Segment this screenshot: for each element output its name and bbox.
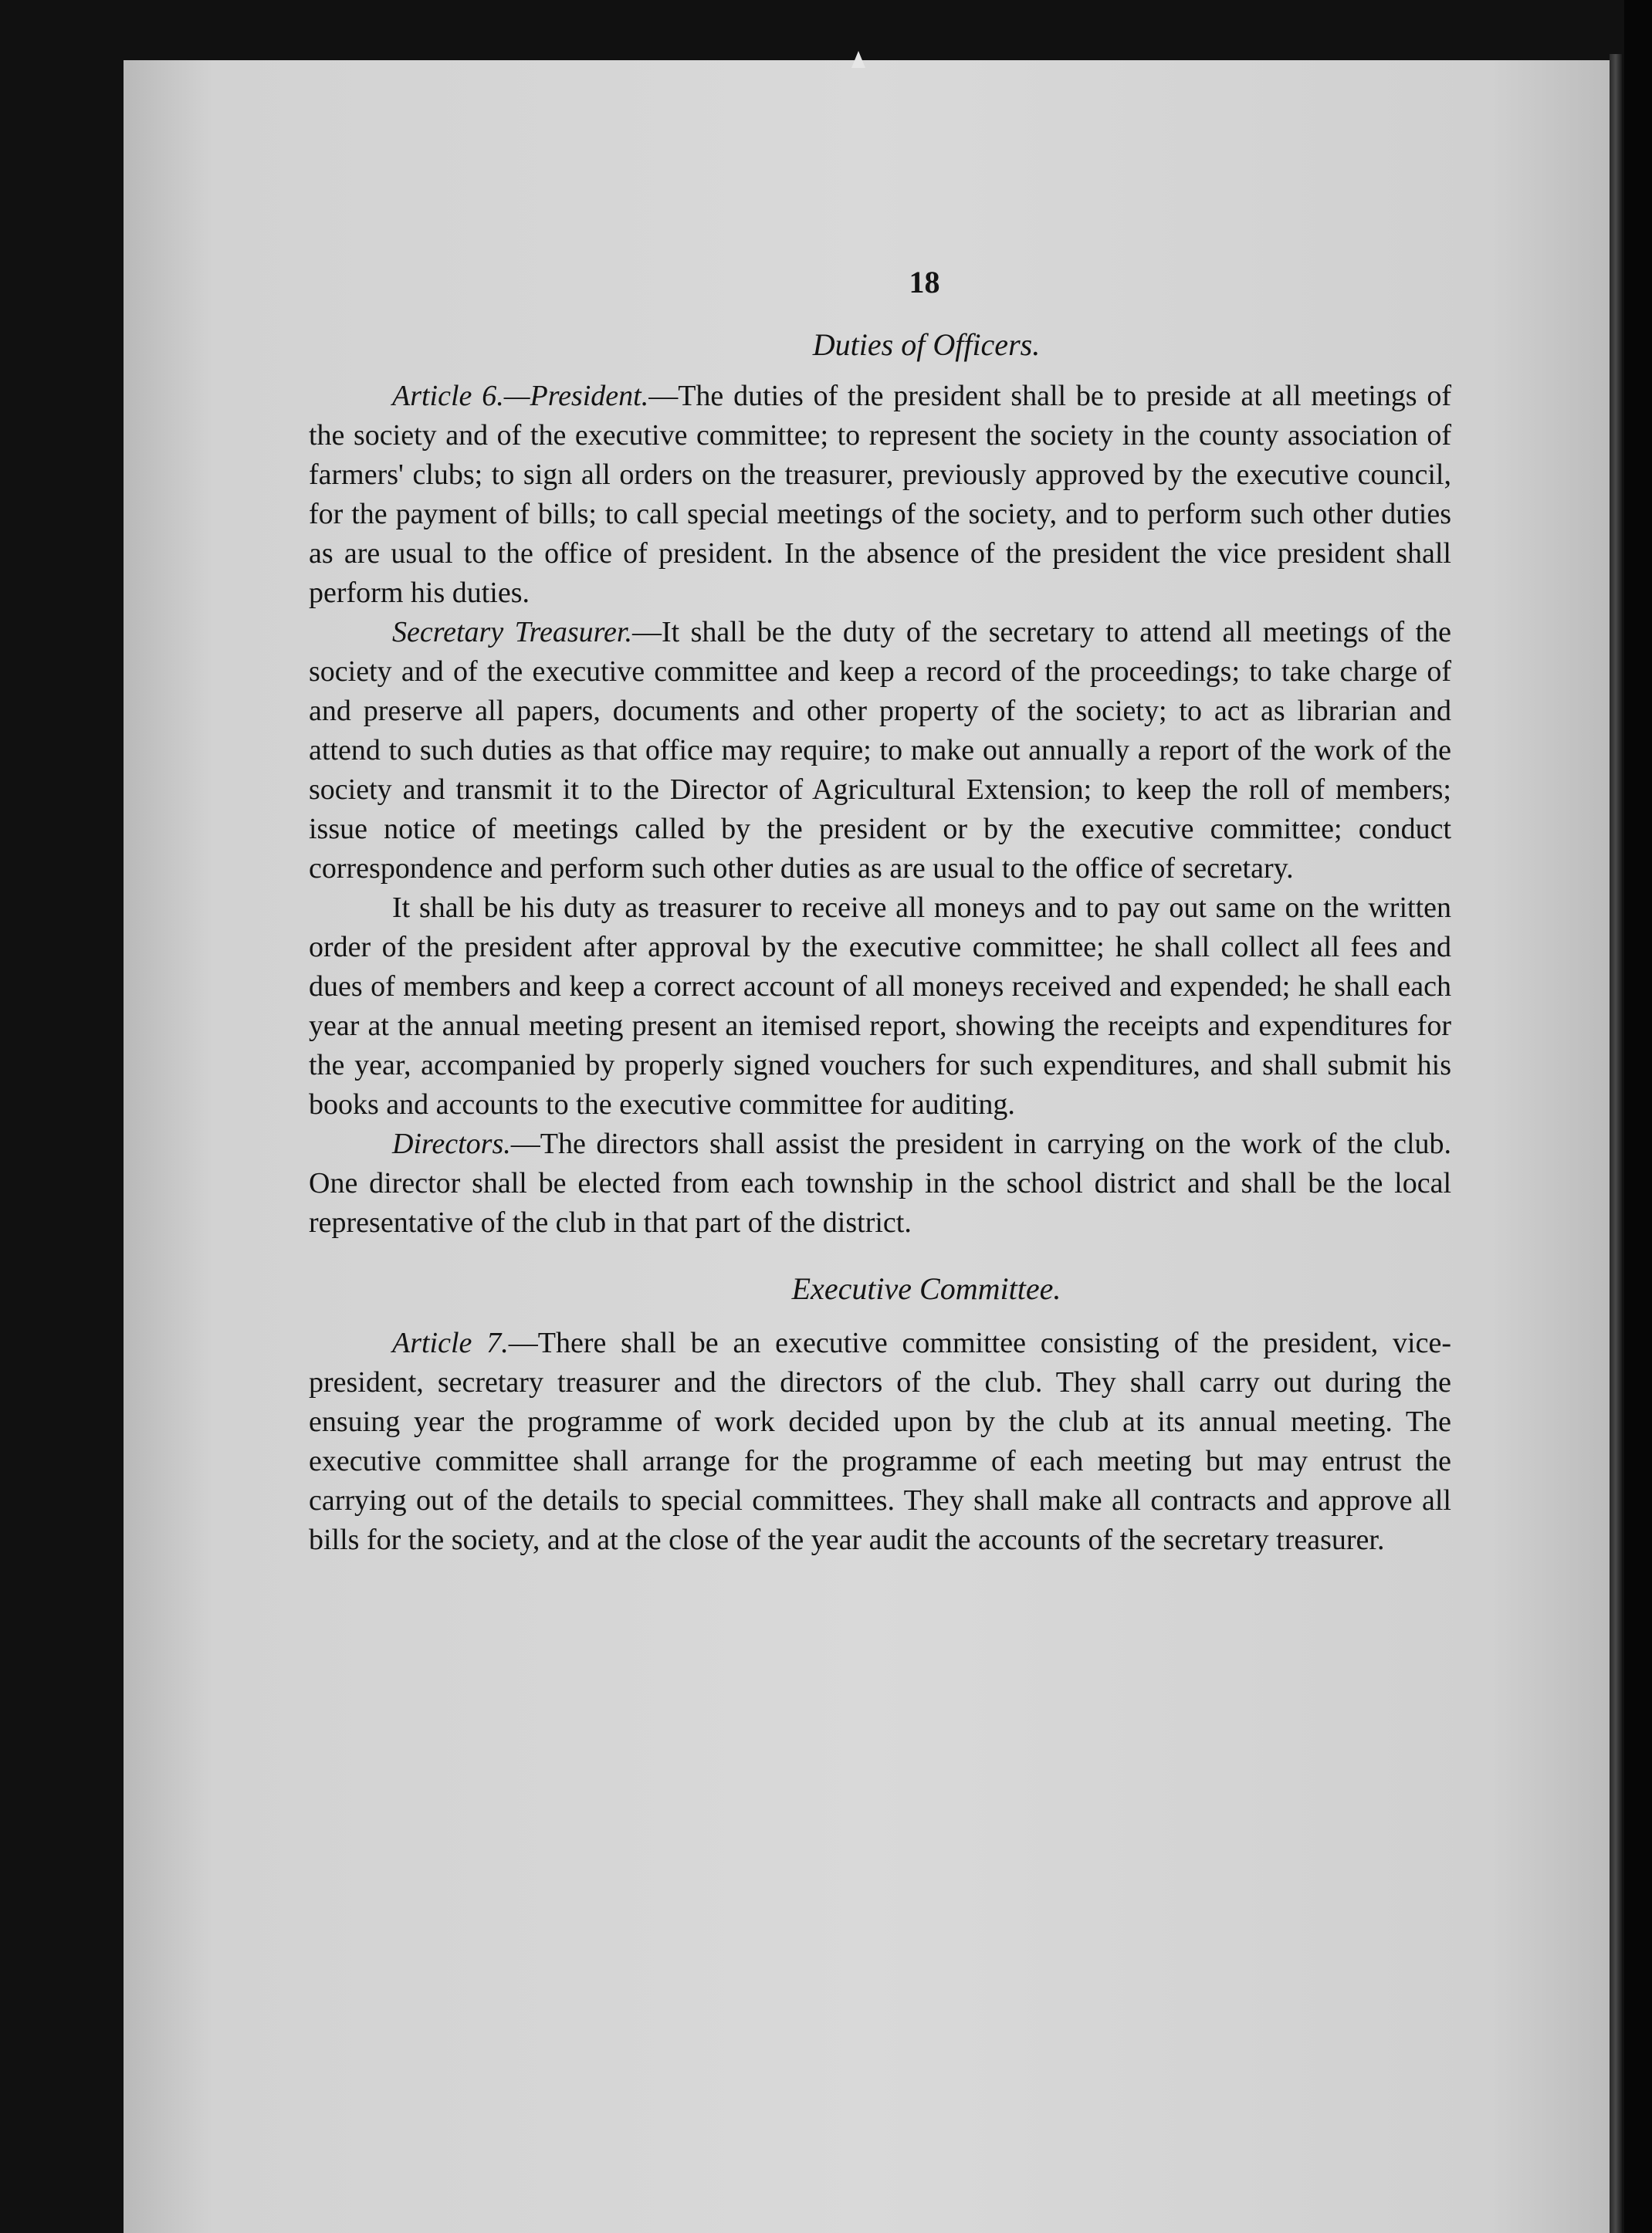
page-text: [309, 262, 1451, 1560]
paragraph-body: —It shall be the duty of the secretary to attend all meetings of the society and of the executive committee and keep a record of the proceedings; to take charge of and preserve all papers, documents and other property of the society; to act as librarian and attend to such duties as that office may require; to make out annually a report of the work of the society and transmit it to the Director of Agricultural Extension; to keep the roll of members; issue notice of meetings called by the president or by the executive committee; conduct correspondence and perform such other duties as are usual to the office of secretary.: [309, 616, 1452, 885]
paragraph-article-7: [309, 1324, 1451, 1560]
paragraph-body: —There shall be an executive committee consisting of the president, vice-president, secretary treasurer and the directors of the club. They shall carry out during the ensuing year the programme of work decided upon by the club at its annual meeting. The executive committee shall arrange for the programme of each meeting but may entrust the carrying out of the details to special committees. They shall make all contracts and approve all bills for the society, and at the close of the year audit the accounts of the secretary treasurer.: [309, 1327, 1451, 1556]
paragraph-lead: Secretary Treasurer.: [392, 616, 632, 648]
paragraph-lead: Article 7.: [392, 1327, 509, 1359]
paragraph-lead: Article 6.—President.: [392, 380, 649, 412]
paragraph-lead: Directors.: [392, 1128, 511, 1160]
paragraph-secretary-treasurer: [309, 613, 1451, 888]
paragraph-body: It shall be his duty as treasurer to receive all moneys and to pay out same on the written order of the president after approval by the executive committee; he shall collect all fees and dues of members and keep a correct account of all moneys received and expended; he shall each year at the annual meeting present an itemised report, showing the receipts and expenditures for the year, accompanied by properly signed vouchers for such expenditures, and shall submit his books and accounts to the executive committee for auditing.: [309, 892, 1451, 1121]
scan-border: [1624, 0, 1652, 2233]
section-heading-duties: Duties of Officers.: [812, 327, 1041, 362]
section-heading-executive-committee: Executive Committee.: [791, 1271, 1061, 1306]
paragraph-president: [309, 377, 1451, 613]
page-number: 18: [909, 265, 940, 299]
paragraph-body: —The directors shall assist the president in carrying on the work of the club. One director shall be elected from each township in the school district and shall be the local representative of the club in that part of the district.: [309, 1128, 1451, 1239]
scan-alignment-marker: [851, 51, 865, 68]
page-binding-edge: [1610, 54, 1622, 2233]
paragraph-treasurer-duty: [309, 888, 1451, 1125]
paragraph-directors: [309, 1125, 1451, 1243]
paragraph-body: —The duties of the president shall be to preside at all meetings of the society and of the executive committee; to represent the society in the county association of farmers' clubs; to sign all orders on the treasurer, previously approved by the executive council, for the payment of bills; to call special meetings of the society, and to perform such other duties as are usual to the office of president. In the absence of the president the vice president shall perform his duties.: [309, 380, 1451, 609]
